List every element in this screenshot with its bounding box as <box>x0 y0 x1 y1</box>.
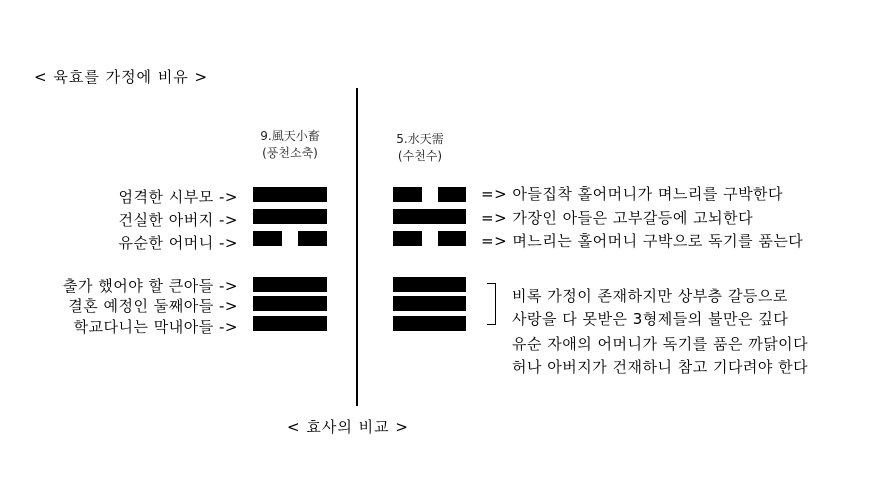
label-line-1: 학교다니는 막내아들 -> <box>73 318 238 336</box>
footer-caption: < 효사의 비교 > <box>287 418 409 436</box>
left-hexagram-line-5-solid <box>253 209 327 224</box>
left-hexagram-line-4-broken-left <box>253 231 282 246</box>
comment-2: 사랑을 다 못받은 3형제들의 불만은 깊다 <box>512 310 789 328</box>
comment-1: 비록 가정이 존재하지만 상부층 갈등으로 <box>512 287 788 305</box>
right-hexagram-reading: (수천수) <box>397 149 443 163</box>
left-hexagram-name: 9.風天小畜 <box>260 129 320 143</box>
right-hexagram-line-6-broken-right <box>438 187 467 202</box>
right-hexagram-name: 5.水天需 <box>396 132 444 146</box>
right-hexagram-line-2-solid <box>393 296 466 311</box>
right-hexagram-line-6-broken-left <box>393 187 422 202</box>
right-hexagram-line-4-broken-left <box>393 231 422 246</box>
center-divider <box>356 88 358 406</box>
right-hexagram-line-3-solid <box>393 277 466 292</box>
note-line-4: => 며느리는 홀어머니 구박으로 독기를 품는다 <box>481 232 804 250</box>
page-title: < 육효를 가정에 비유 > <box>34 68 209 86</box>
comment-4: 허나 아버지가 건재하니 참고 기다려야 한다 <box>512 358 809 376</box>
label-line-3: 출가 했어야 할 큰아들 -> <box>63 277 238 295</box>
left-hexagram-reading: (풍천소축) <box>262 146 318 160</box>
left-hexagram-line-3-solid <box>253 277 327 292</box>
label-line-4: 유순한 어머니 -> <box>118 234 238 252</box>
left-hexagram-line-4-broken-right <box>298 231 327 246</box>
right-hexagram-title <box>390 131 450 165</box>
label-line-5: 건실한 아버지 -> <box>118 211 238 229</box>
left-hexagram-line-6-solid <box>253 187 327 202</box>
left-hexagram-line-2-solid <box>253 296 327 311</box>
note-line-5: => 가장인 아들은 고부갈등에 고뇌한다 <box>481 209 754 227</box>
comment-3: 유순 자애의 어머니가 독기를 품은 까닭이다 <box>512 335 809 353</box>
label-line-6: 엄격한 시부모 -> <box>118 188 238 206</box>
note-line-6: => 아들집착 홀어머니가 며느리를 구박한다 <box>481 185 784 203</box>
right-hexagram-line-5-solid <box>393 209 466 224</box>
right-hexagram-line-1-solid <box>393 316 466 331</box>
lower-lines-bracket <box>487 283 496 325</box>
left-hexagram-line-1-solid <box>253 316 327 331</box>
right-hexagram-line-4-broken-right <box>438 231 467 246</box>
label-line-2: 결혼 예정인 둘째아들 -> <box>68 297 238 315</box>
left-hexagram-title <box>250 128 330 162</box>
